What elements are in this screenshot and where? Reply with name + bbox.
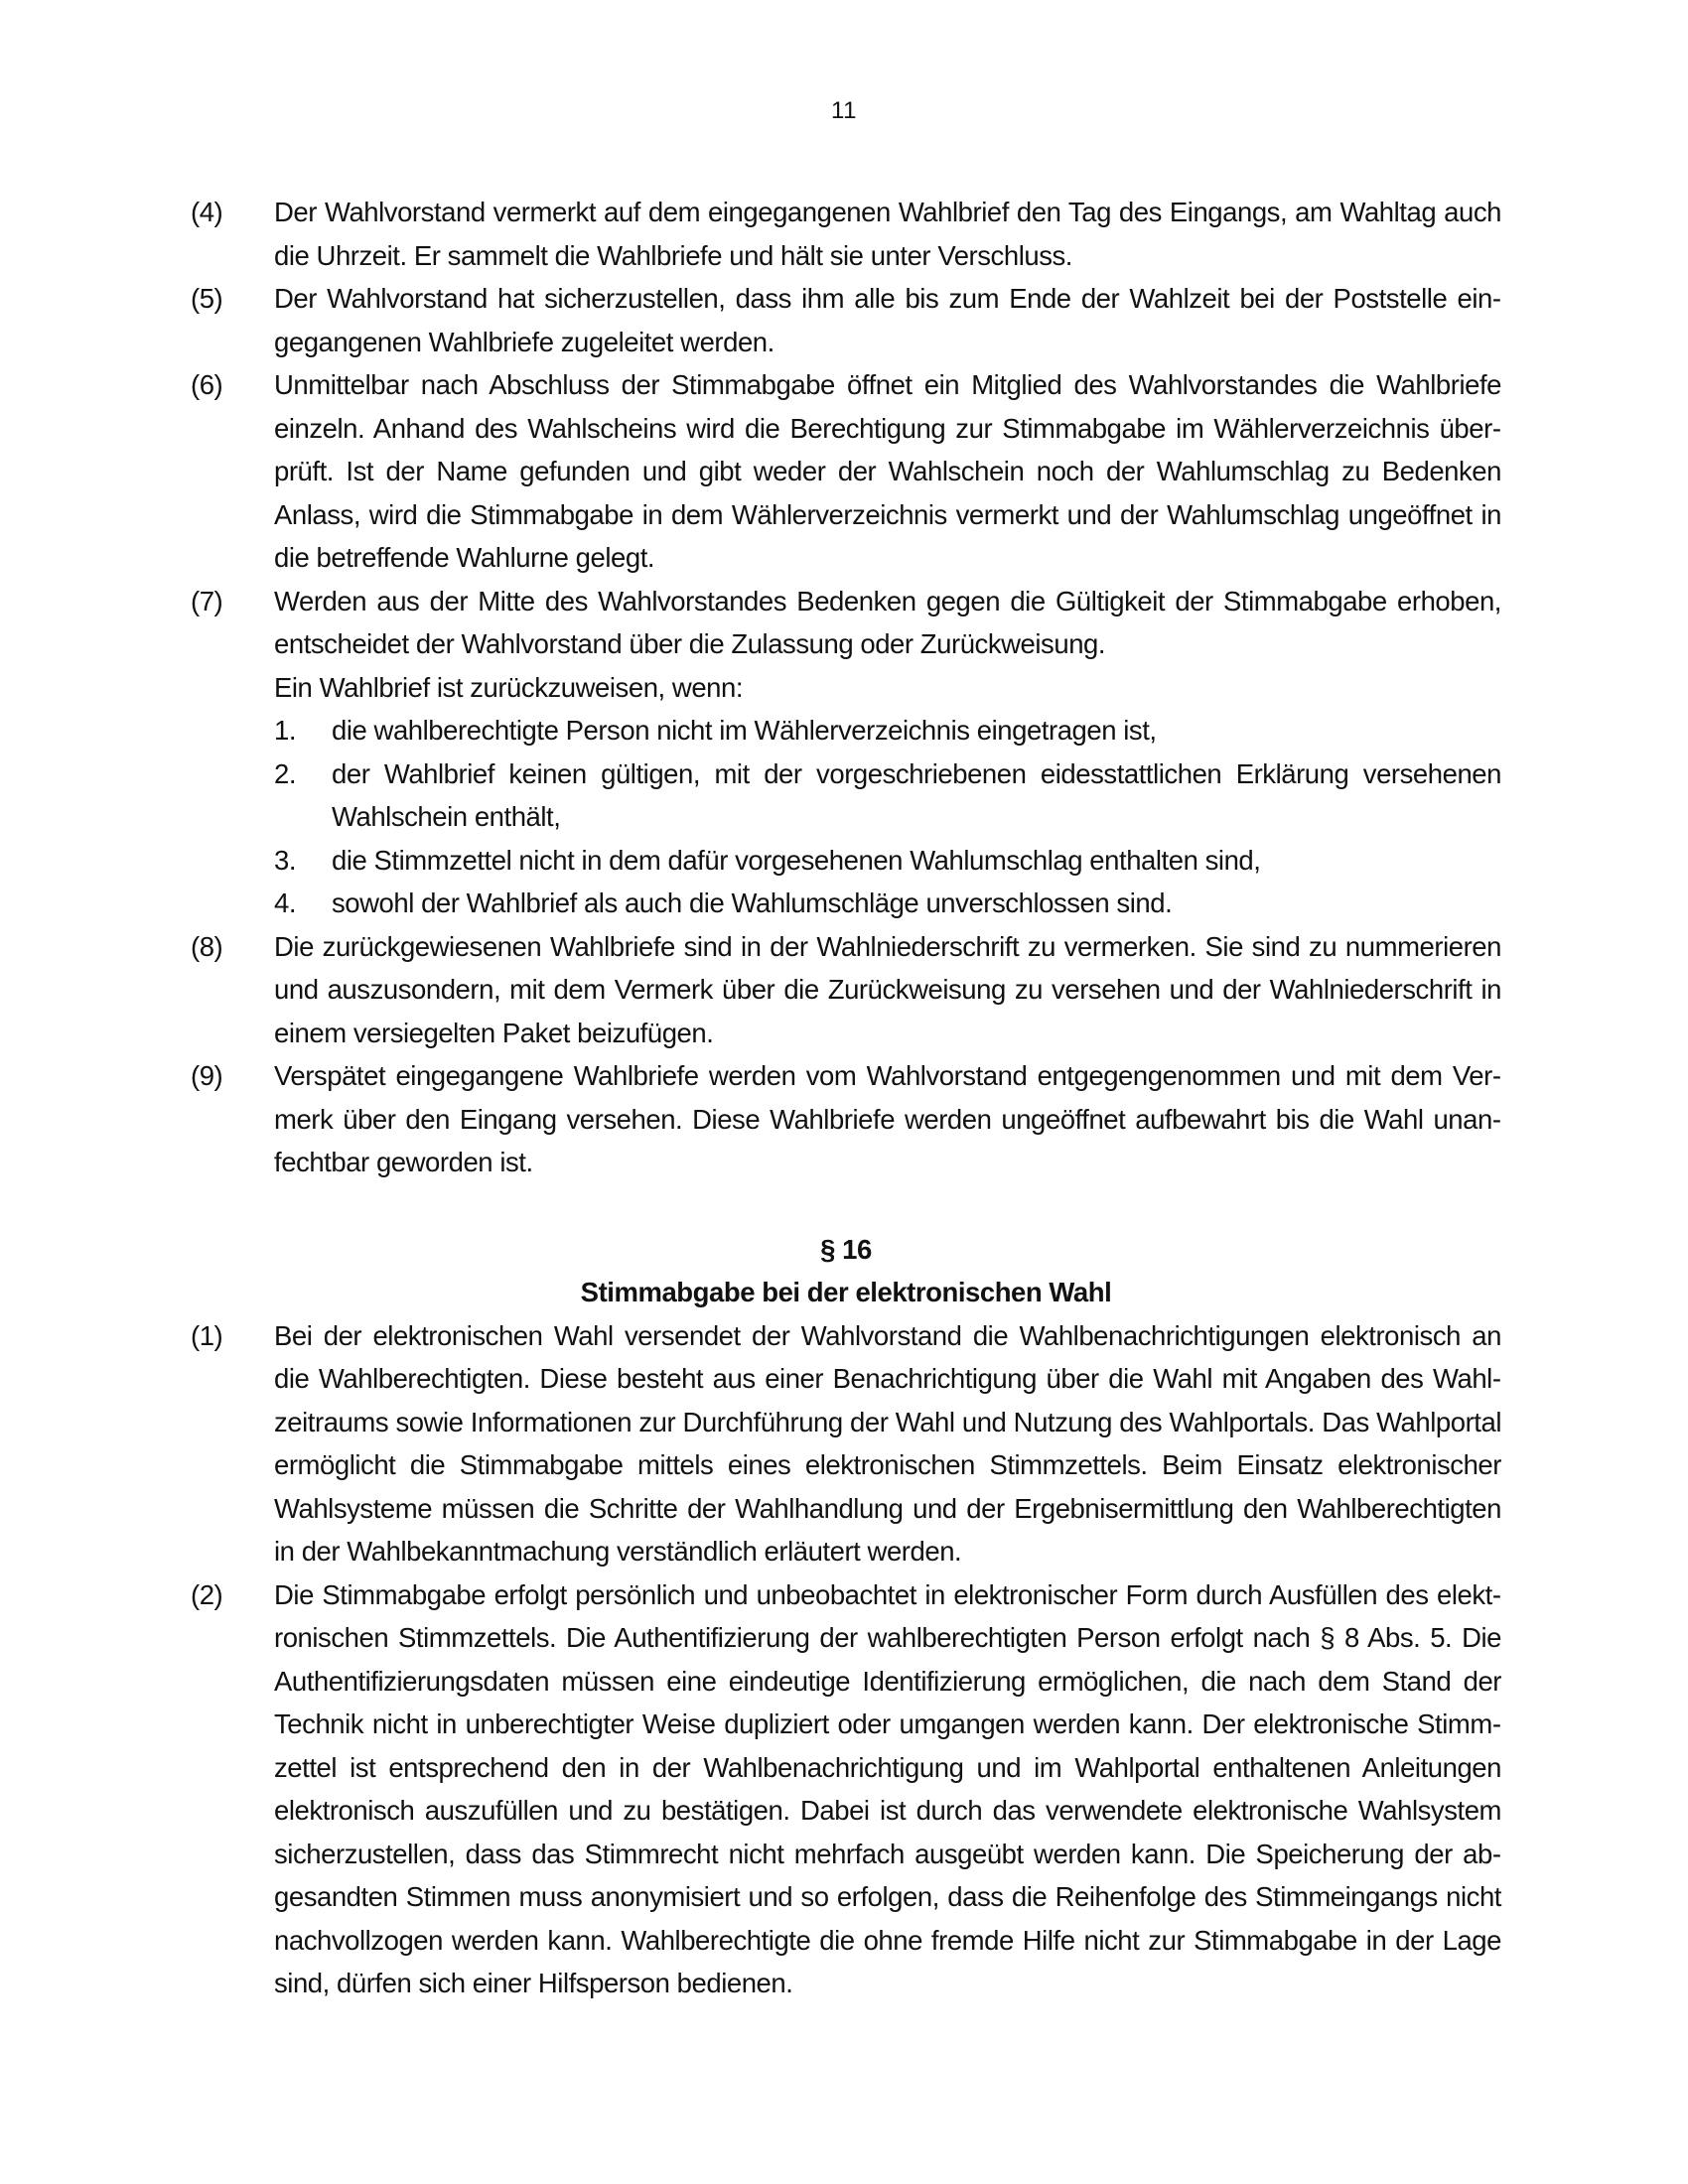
list-item xyxy=(274,752,1501,839)
paragraph-text: Unmittelbar nach Abschluss der Stimmabgabe öffnet ein Mitglied des Wahlvorstandes die Wahlbriefe einzeln. Anhand des Wahlscheins wird die Berechtigung zur Stimmabgabe im Wählerverzeichnis überprüft. Ist der Name gefunden und gibt weder der Wahlschein noch der Wahlumschlag zu Bedenken Anlass, wird die Stimmabgabe in dem Wählerverzeichnis vermerkt und der Wahlumschlag ungeöffnet in die betreffende Wahlurne gelegt. xyxy=(274,369,1501,573)
paragraph-number: (5) xyxy=(191,283,223,314)
rejection-criteria-list xyxy=(274,709,1501,925)
paragraph-number: (8) xyxy=(191,930,223,962)
paragraph-text: Der Wahlvorstand vermerkt auf dem eingegangenen Wahlbrief den Tag des Eingangs, am Wahltag auch die Uhrzeit. Er sammelt die Wahlbriefe und hält sie unter Verschluss. xyxy=(274,197,1501,271)
paragraph-number: (2) xyxy=(191,1578,223,1610)
list-item xyxy=(274,839,1501,883)
section16-paragraph-1 xyxy=(191,1314,1501,1573)
list-item xyxy=(274,882,1501,925)
list-item-text: die Stimmzettel nicht in dem dafür vorgesehenen Wahlumschlag enthalten sind, xyxy=(332,844,1261,876)
paragraph-7 xyxy=(191,580,1501,925)
paragraph-text: Werden aus der Mitte des Wahlvorstandes Bedenken gegen die Gültigkeit der Stimmabgabe erhoben, entscheidet der Wahlvorstand über die Zulassung oder Zurückweisung. xyxy=(274,585,1501,659)
list-item-number: 3. xyxy=(274,844,297,876)
paragraph-text: Die Stimmabgabe erfolgt persönlich und unbeobachtet in elektronischer Form durch Ausfüllen des elektronischen Stimmzettels. Die Authentifizierung der wahlberechtigten Person erfolgt nach § 8 Abs. 5. Die Authentifizierungsdaten müssen eine eindeutige Identifizierung ermöglichen, die nach dem Stand der Technik nicht in unberechtigter Weise dupliziert oder umgangen werden kann. Der elektronische Stimmzettel ist entsprechend den in der Wahlbenachrichtigung und im Wahlportal enthaltenen Anleitungen elektronisch auszufüllen und zu bestätigen. Dabei ist durch das verwendete elektronische Wahlsystem sicherzustellen, dass das Stimmrecht nicht mehrfach ausgeübt werden kann. Die Speicherung der abgesandten Stimmen muss anonymisiert und so erfolgen, dass die Reihenfolge des Stimmeingangs nicht nachvollzogen werden kann. Wahlberechtigte die ohne fremde Hilfe nicht zur Stimmabgabe in der Lage sind, dürfen sich einer Hilfsperson bedienen. xyxy=(274,1578,1501,1998)
paragraph-4 xyxy=(191,191,1501,277)
paragraph-text: Verspätet eingegangene Wahlbriefe werden vom Wahlvorstand entgegengenommen und mit dem Vermerk über den Eingang versehen. Diese Wahlbriefe werden ungeöffnet aufbewahrt bis die Wahl unanfechtbar geworden ist. xyxy=(274,1060,1501,1177)
paragraph-intro: Ein Wahlbrief ist zurückzuweisen, wenn: xyxy=(274,671,744,703)
paragraph-text: Bei der elektronischen Wahl versendet der Wahlvorstand die Wahlbenachrichtigungen elektronisch an die Wahlberechtigten. Diese besteht aus einer Benachrichtigung über die Wahl mit Angaben des Wahlzeitraums sowie Informationen zur Durchführung der Wahl und Nutzung des Wahlportals. Das Wahlportal ermöglicht die Stimmabgabe mittels eines elektronischen Stimmzettels. Beim Einsatz elektronischer Wahlsysteme müssen die Schritte der Wahlhandlung und der Ergebnisermittlung den Wahlberechtigten in der Wahlbekanntmachung verständlich erläutert werden. xyxy=(274,1319,1501,1567)
document-body xyxy=(191,191,1501,2005)
list-item-text: der Wahlbrief keinen gültigen, mit der vorgeschriebenen eidesstattlichen Erklärung versehenen Wahlschein enthält, xyxy=(332,757,1501,832)
section-heading xyxy=(191,1228,1501,1314)
paragraph-6 xyxy=(191,363,1501,580)
list-item-text: sowohl der Wahlbrief als auch die Wahlumschläge unverschlossen sind. xyxy=(332,887,1173,918)
paragraph-text: Der Wahlvorstand hat sicherzustellen, dass ihm alle bis zum Ende der Wahlzeit bei der Poststelle eingegangenen Wahlbriefe zugeleitet werden. xyxy=(274,283,1501,357)
paragraph-text: Die zurückgewiesenen Wahlbriefe sind in der Wahlniederschrift zu vermerken. Sie sind zu nummerieren und auszusondern, mit dem Vermerk über die Zurückweisung zu versehen und der Wahlniederschrift in einem versiegelten Paket beizufügen. xyxy=(274,930,1501,1048)
paragraph-number: (6) xyxy=(191,369,223,400)
section-title: Stimmabgabe bei der elektronischen Wahl xyxy=(580,1277,1112,1307)
paragraph-5 xyxy=(191,277,1501,363)
list-item-number: 1. xyxy=(274,715,297,746)
section16-paragraph-2 xyxy=(191,1573,1501,2005)
paragraph-8 xyxy=(191,925,1501,1055)
list-item-text: die wahlberechtigte Person nicht im Wählerverzeichnis eingetragen ist, xyxy=(332,715,1157,746)
page-number: 11 xyxy=(831,97,857,124)
section-number: § 16 xyxy=(820,1233,872,1265)
paragraph-9 xyxy=(191,1054,1501,1184)
list-item xyxy=(274,709,1501,752)
paragraph-number: (4) xyxy=(191,197,223,227)
list-item-number: 4. xyxy=(274,887,297,918)
list-item-number: 2. xyxy=(274,757,297,789)
paragraph-number: (7) xyxy=(191,585,223,616)
paragraph-number: (9) xyxy=(191,1060,223,1091)
paragraph-number: (1) xyxy=(191,1319,223,1351)
